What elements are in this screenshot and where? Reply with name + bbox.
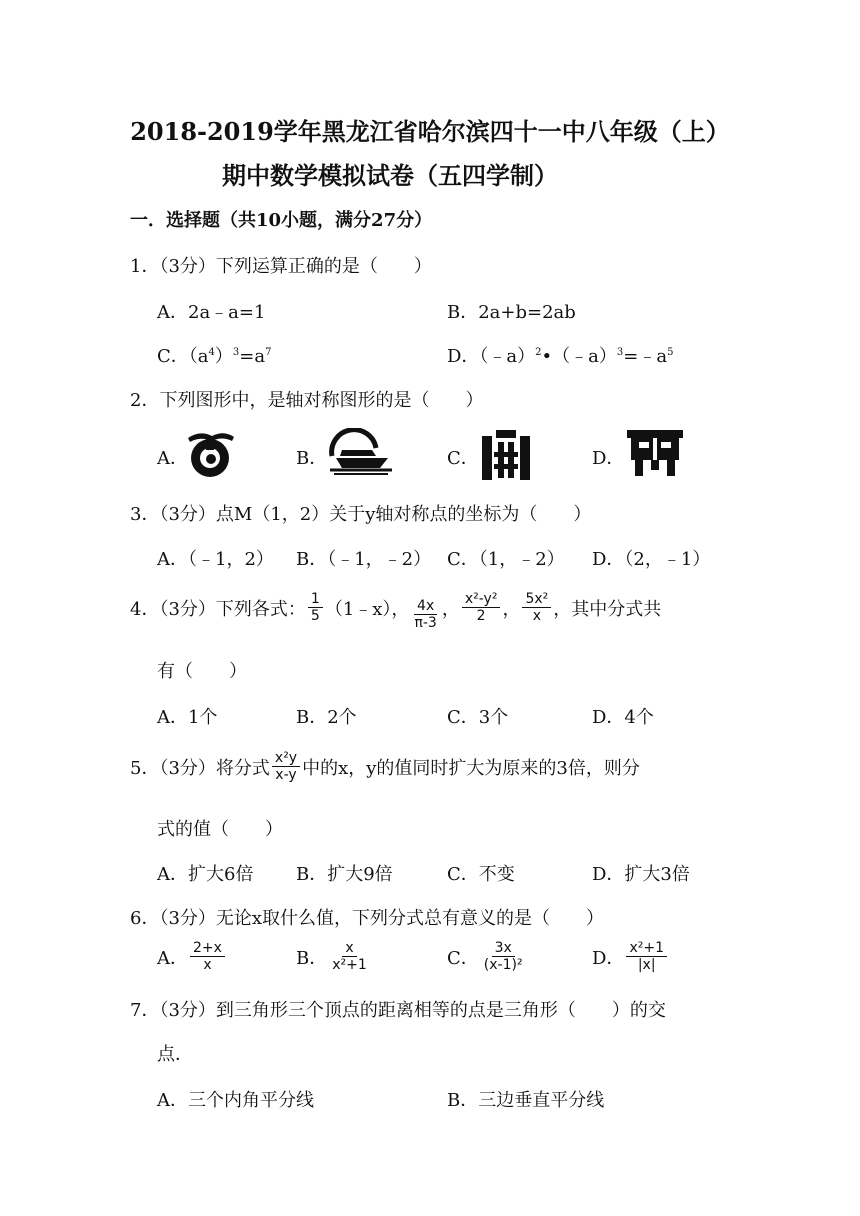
q1-d-exp3: 5 (667, 347, 674, 358)
q5-option-c: C．不变 (447, 864, 515, 885)
q5-stem (130, 750, 640, 783)
q5-f-numerator: x²y (272, 750, 300, 767)
q2-option-b: B． (296, 448, 328, 469)
q6-d-denominator: |x| (637, 957, 656, 974)
q6-d-numerator: x²+1 (626, 940, 667, 957)
q6-a-fraction (190, 940, 225, 973)
q7-stem-line2: 点． (157, 1044, 193, 1065)
q4-fraction-3 (462, 591, 501, 624)
q1-c-mid: ） (214, 346, 233, 367)
q3-option-d: D．（2，﹣1） (592, 549, 711, 570)
q6-b-denominator: x²+1 (332, 957, 367, 974)
q1-c-exp3: 7 (265, 347, 272, 358)
q7-stem: 7．（3分）到三角形三个顶点的距离相等的点是三角形（ ）的交 (130, 1000, 666, 1021)
q4-after-f4: ，其中分式共 (553, 598, 662, 620)
q6-option-d (592, 940, 669, 973)
q2-option-a: A． (157, 448, 188, 469)
q6-b-fraction (329, 940, 370, 973)
q1-d-exp2: 3 (616, 347, 624, 358)
q4-f4-numerator: 5x² (522, 591, 551, 608)
q4-f4-denominator: x (532, 608, 541, 625)
q1-d-eq: =﹣a (623, 346, 668, 367)
q4-option-b: B．2个 (296, 707, 357, 728)
q4-fraction-2 (411, 598, 439, 631)
q2-option-d: D． (592, 448, 625, 469)
q1-c-exp2: 3 (232, 347, 240, 358)
q6-b-label: B． (296, 947, 328, 969)
q1-option-c (157, 342, 271, 368)
q6-option-c (447, 940, 528, 973)
q1-d-exp1: 2 (535, 347, 542, 358)
q3-option-a: A．（﹣1，2） (157, 549, 274, 570)
q6-c-label: C． (447, 947, 479, 969)
q2-option-c: C． (447, 448, 479, 469)
q6-c-denominator: (x-1)² (483, 957, 523, 974)
q1-option-a: A．2a﹣a=1 (157, 302, 266, 323)
q1-option-b: B．2a+b=2ab (447, 302, 576, 323)
q5-option-b: B．扩大9倍 (296, 864, 393, 885)
q4-option-a: A．1个 (157, 707, 218, 728)
temple-logo-icon (627, 430, 683, 476)
q6-a-numerator: 2+x (190, 940, 225, 957)
q5-option-d: D．扩大3倍 (592, 864, 690, 885)
q4-f3-numerator: x²-y² (462, 591, 501, 608)
q5-stem-line2: 式的值（ ） (157, 819, 283, 840)
q4-stem-prefix: 4．（3分）下列各式： (130, 598, 306, 620)
q3-option-b: B．（﹣1，﹣2） (296, 549, 432, 570)
q6-c-fraction (481, 940, 526, 973)
q7-option-a: A．三个内角平分线 (157, 1090, 314, 1111)
q3-stem: 3．（3分）点M（1，2）关于y轴对称点的坐标为（ ） (130, 504, 592, 525)
q6-a-denominator: x (203, 957, 212, 974)
q5-stem-suffix: 中的x，y的值同时扩大为原来的3倍，则分 (302, 757, 640, 779)
q5-stem-prefix: 5．（3分）将分式 (130, 757, 270, 779)
q5-fraction (272, 750, 300, 783)
q4-f2-denominator: π-3 (414, 615, 437, 632)
q6-option-a (157, 940, 227, 973)
page-title-line2: 期中数学模拟试卷（五四学制） (222, 161, 558, 190)
q3-option-c: C．（1，﹣2） (447, 549, 565, 570)
q5-f-denominator: x-y (275, 767, 297, 784)
gate-logo-icon (480, 430, 532, 480)
q1-c-eq: =a (239, 346, 266, 367)
q7-option-b: B．三边垂直平分线 (447, 1090, 605, 1111)
q6-option-b (296, 940, 372, 973)
q1-c-prefix: C．（a (157, 346, 209, 367)
q6-c-numerator: 3x (492, 940, 515, 957)
q4-fraction-1 (308, 591, 323, 624)
q5-option-a: A．扩大6倍 (157, 864, 254, 885)
q1-option-d (447, 342, 673, 368)
swirl-logo-icon (186, 428, 236, 480)
q4-after-f1: （1﹣x）， (324, 598, 410, 620)
q6-d-label: D． (592, 947, 625, 969)
q4-stem (130, 584, 661, 631)
q4-f3-denominator: 2 (476, 608, 486, 625)
q4-after-f2: ， (441, 598, 460, 620)
q4-f1-denominator: 5 (310, 608, 320, 625)
q4-option-c: C．3个 (447, 707, 509, 728)
q4-after-f3: ， (502, 598, 521, 620)
q4-stem-line2: 有（ ） (157, 661, 247, 682)
q6-d-fraction (626, 940, 667, 973)
q4-f1-numerator: 1 (308, 591, 323, 608)
q6-a-label: A． (157, 947, 188, 969)
q2-stem: 2．下列图形中，是轴对称图形的是（ ） (130, 390, 484, 411)
q1-stem: 1．（3分）下列运算正确的是（ ） (130, 256, 432, 277)
page-title-line1: 2018-2019学年黑龙江省哈尔滨四十一中八年级（上） (130, 117, 730, 146)
ship-logo-icon (326, 428, 396, 476)
q4-option-d: D．4个 (592, 707, 654, 728)
q1-d-mid: •（﹣a） (541, 346, 617, 367)
q4-f2-numerator: 4x (414, 598, 437, 615)
q6-stem: 6．（3分）无论x取什么值，下列分式总有意义的是（ ） (130, 908, 605, 929)
q6-b-numerator: x (342, 940, 356, 957)
q1-d-prefix: D．（﹣a） (447, 346, 536, 367)
section-heading: 一．选择题（共10小题，满分27分） (130, 210, 433, 231)
q1-c-exp1: 4 (208, 347, 215, 358)
q4-fraction-4 (522, 591, 551, 624)
